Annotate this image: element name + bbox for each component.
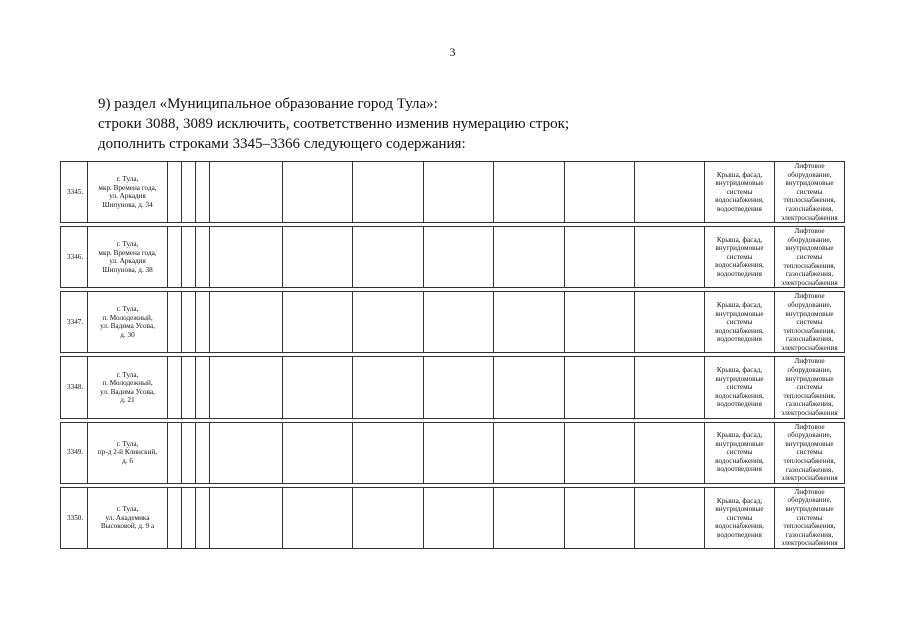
works-line: внутридомовые	[715, 309, 764, 318]
empty-cell	[494, 487, 565, 548]
equipment-line: системы	[796, 187, 823, 196]
equipment-line: внутридомовые	[785, 179, 834, 188]
address-line: Шипунова, д. 38	[102, 265, 153, 274]
works-line: водоснабжения,	[715, 326, 764, 335]
equipment-line: оборудование,	[787, 431, 832, 440]
equipment-line: газоснабжения,	[785, 270, 834, 279]
address-line: пр-д 2-й Клинский,	[97, 448, 158, 457]
empty-cell	[168, 162, 182, 223]
address-line: д. 6	[122, 456, 133, 465]
works-cell	[705, 292, 775, 353]
empty-cell	[424, 487, 494, 548]
section-heading	[98, 94, 798, 154]
works-line: Крыша, фасад,	[716, 496, 763, 505]
equipment-line: электроснабжения	[781, 474, 838, 483]
equipment-line: Лифтовое	[794, 357, 825, 366]
equipment-cell	[775, 162, 845, 223]
equipment-line: внутридомовые	[785, 244, 834, 253]
empty-cell	[283, 162, 353, 223]
equipment-line: электроснабжения	[781, 213, 838, 222]
empty-cell	[182, 357, 196, 418]
equipment-line: системы	[796, 448, 823, 457]
address-line: ул. Академика	[105, 513, 150, 522]
address-line: мкр. Времена года,	[98, 183, 157, 192]
address-line: Высоковой, д. 9 а	[100, 522, 155, 531]
empty-cell	[494, 357, 565, 418]
equipment-cell	[775, 487, 845, 548]
table-row	[61, 487, 845, 548]
empty-cell	[635, 227, 705, 288]
address-cell	[88, 422, 168, 483]
table-row	[61, 292, 845, 353]
address-line: г. Тула,	[116, 175, 139, 184]
works-line: внутридомовые	[715, 439, 764, 448]
empty-cell	[424, 227, 494, 288]
address-line: г. Тула,	[116, 370, 139, 379]
works-line: Крыша, фасад,	[716, 235, 763, 244]
empty-cell	[168, 422, 182, 483]
equipment-line: газоснабжения,	[785, 530, 834, 539]
empty-cell	[565, 162, 635, 223]
equipment-line: Лифтовое	[794, 162, 825, 170]
empty-cell	[210, 292, 283, 353]
empty-cell	[353, 422, 424, 483]
works-line: системы	[726, 318, 753, 327]
equipment-line: внутридомовые	[785, 504, 834, 513]
empty-cell	[210, 357, 283, 418]
equipment-line: оборудование,	[787, 300, 832, 309]
equipment-line: электроснабжения	[781, 539, 838, 548]
equipment-line: Лифтовое	[794, 292, 825, 301]
heading-line-1: 9) раздел «Муниципальное образование город Тула»:	[98, 96, 438, 112]
empty-cell	[182, 487, 196, 548]
equipment-cell	[775, 292, 845, 353]
empty-cell	[635, 487, 705, 548]
equipment-line: системы	[796, 513, 823, 522]
empty-cell	[196, 227, 210, 288]
address-line: ул. Вадима Усова,	[100, 387, 155, 396]
empty-cell	[565, 357, 635, 418]
empty-cell	[353, 227, 424, 288]
works-line: внутридомовые	[715, 374, 764, 383]
address-line: г. Тула,	[116, 240, 139, 249]
empty-cell	[565, 487, 635, 548]
empty-cell	[210, 227, 283, 288]
works-line: Крыша, фасад,	[716, 431, 763, 440]
address-cell	[88, 227, 168, 288]
works-line: водоотведения	[717, 400, 762, 409]
works-line: внутридомовые	[715, 179, 764, 188]
empty-cell	[565, 292, 635, 353]
table-row	[61, 357, 845, 418]
empty-cell	[353, 487, 424, 548]
address-cell	[88, 292, 168, 353]
equipment-line: теплоснабжения,	[783, 457, 836, 465]
equipment-line: системы	[796, 318, 823, 327]
address-line: п. Молодежный,	[102, 379, 153, 388]
address-line: г. Тула,	[116, 305, 139, 314]
table-row	[61, 227, 845, 288]
empty-cell	[635, 292, 705, 353]
works-line: водоотведения	[717, 335, 762, 344]
page-number: 3	[449, 45, 456, 59]
equipment-line: газоснабжения,	[785, 335, 834, 344]
empty-cell	[168, 487, 182, 548]
equipment-line: теплоснабжения,	[783, 522, 836, 531]
table-row	[61, 422, 845, 483]
empty-cell	[283, 422, 353, 483]
works-cell	[705, 162, 775, 223]
empty-cell	[182, 422, 196, 483]
works-line: водоснабжения,	[715, 456, 764, 465]
empty-cell	[283, 227, 353, 288]
empty-cell	[494, 227, 565, 288]
works-cell	[705, 227, 775, 288]
equipment-line: теплоснабжения,	[783, 196, 836, 205]
works-line: водоотведения	[717, 269, 762, 278]
empty-cell	[168, 227, 182, 288]
empty-cell	[168, 357, 182, 418]
empty-cell	[353, 357, 424, 418]
empty-cell	[283, 487, 353, 548]
equipment-line: внутридомовые	[785, 374, 834, 383]
works-line: системы	[726, 252, 753, 261]
works-line: водоснабжения,	[715, 522, 764, 531]
housing-rows-table	[60, 161, 845, 549]
empty-cell	[196, 422, 210, 483]
empty-cell	[210, 487, 283, 548]
works-cell	[705, 487, 775, 548]
works-line: системы	[726, 383, 753, 392]
equipment-cell	[775, 422, 845, 483]
empty-cell	[565, 422, 635, 483]
equipment-line: Лифтовое	[794, 422, 825, 431]
address-line: ул. Вадима Усова,	[100, 322, 155, 331]
equipment-line: газоснабжения,	[785, 204, 834, 213]
address-cell	[88, 162, 168, 223]
works-line: водоснабжения,	[715, 196, 764, 205]
empty-cell	[196, 487, 210, 548]
empty-cell	[424, 357, 494, 418]
works-line: системы	[726, 513, 753, 522]
equipment-line: газоснабжения,	[785, 400, 834, 409]
works-line: системы	[726, 448, 753, 457]
address-line: д. 30	[120, 330, 135, 339]
address-line: ул. Аркадия	[109, 192, 146, 201]
empty-cell	[210, 422, 283, 483]
works-line: водоотведения	[717, 530, 762, 539]
equipment-line: электроснабжения	[781, 409, 838, 418]
empty-cell	[182, 227, 196, 288]
row-number: 3345.	[61, 162, 88, 223]
works-line: Крыша, фасад,	[716, 366, 763, 375]
equipment-cell	[775, 357, 845, 418]
empty-cell	[210, 162, 283, 223]
equipment-line: оборудование,	[787, 170, 832, 179]
empty-cell	[196, 162, 210, 223]
empty-cell	[494, 162, 565, 223]
equipment-line: Лифтовое	[794, 487, 825, 496]
address-cell	[88, 357, 168, 418]
works-cell	[705, 422, 775, 483]
empty-cell	[196, 357, 210, 418]
equipment-line: внутридомовые	[785, 439, 834, 448]
row-number: 3349.	[61, 422, 88, 483]
empty-cell	[182, 292, 196, 353]
row-number: 3347.	[61, 292, 88, 353]
empty-cell	[424, 422, 494, 483]
heading-line-3: дополнить строками 3345–3366 следующего содержания:	[98, 136, 466, 152]
works-line: внутридомовые	[715, 505, 764, 514]
empty-cell	[565, 227, 635, 288]
empty-cell	[353, 162, 424, 223]
address-line: Шипунова, д. 34	[102, 200, 153, 209]
address-line: п. Молодежный,	[102, 313, 153, 322]
works-line: водоотведения	[717, 204, 762, 213]
empty-cell	[635, 162, 705, 223]
address-line: г. Тула,	[116, 439, 139, 448]
equipment-line: системы	[796, 252, 823, 261]
address-cell	[88, 487, 168, 548]
equipment-line: теплоснабжения,	[783, 261, 836, 270]
equipment-line: теплоснабжения,	[783, 326, 836, 335]
empty-cell	[635, 422, 705, 483]
empty-cell	[168, 292, 182, 353]
works-line: водоотведения	[717, 465, 762, 474]
table-body	[61, 162, 845, 549]
address-line: ул. Аркадия	[109, 257, 146, 266]
empty-cell	[283, 357, 353, 418]
works-line: внутридомовые	[715, 244, 764, 253]
equipment-line: внутридомовые	[785, 309, 834, 318]
equipment-line: газоснабжения,	[785, 465, 834, 474]
empty-cell	[353, 292, 424, 353]
equipment-line: оборудование,	[787, 496, 832, 505]
row-number: 3346.	[61, 227, 88, 288]
empty-cell	[196, 292, 210, 353]
equipment-line: оборудование,	[787, 235, 832, 244]
works-line: водоснабжения,	[715, 391, 764, 400]
works-line: водоснабжения,	[715, 261, 764, 270]
works-line: системы	[726, 187, 753, 196]
empty-cell	[283, 292, 353, 353]
empty-cell	[494, 422, 565, 483]
equipment-line: оборудование,	[787, 366, 832, 375]
equipment-line: электроснабжения	[781, 343, 838, 352]
works-line: Крыша, фасад,	[716, 170, 763, 179]
table-row	[61, 162, 845, 223]
address-line: д. 21	[120, 396, 135, 405]
row-number: 3350.	[61, 487, 88, 548]
works-line: Крыша, фасад,	[716, 301, 763, 310]
empty-cell	[424, 292, 494, 353]
equipment-cell	[775, 227, 845, 288]
address-line: г. Тула,	[116, 505, 139, 514]
equipment-line: системы	[796, 383, 823, 392]
empty-cell	[494, 292, 565, 353]
address-line: мкр. Времена года,	[98, 248, 157, 257]
equipment-line: теплоснабжения,	[783, 391, 836, 400]
empty-cell	[424, 162, 494, 223]
empty-cell	[635, 357, 705, 418]
row-number: 3348.	[61, 357, 88, 418]
equipment-line: Лифтовое	[794, 227, 825, 236]
heading-line-2: строки 3088, 3089 исключить, соответственно изменив нумерацию строк;	[98, 116, 570, 132]
works-cell	[705, 357, 775, 418]
empty-cell	[182, 162, 196, 223]
equipment-line: электроснабжения	[781, 278, 838, 287]
